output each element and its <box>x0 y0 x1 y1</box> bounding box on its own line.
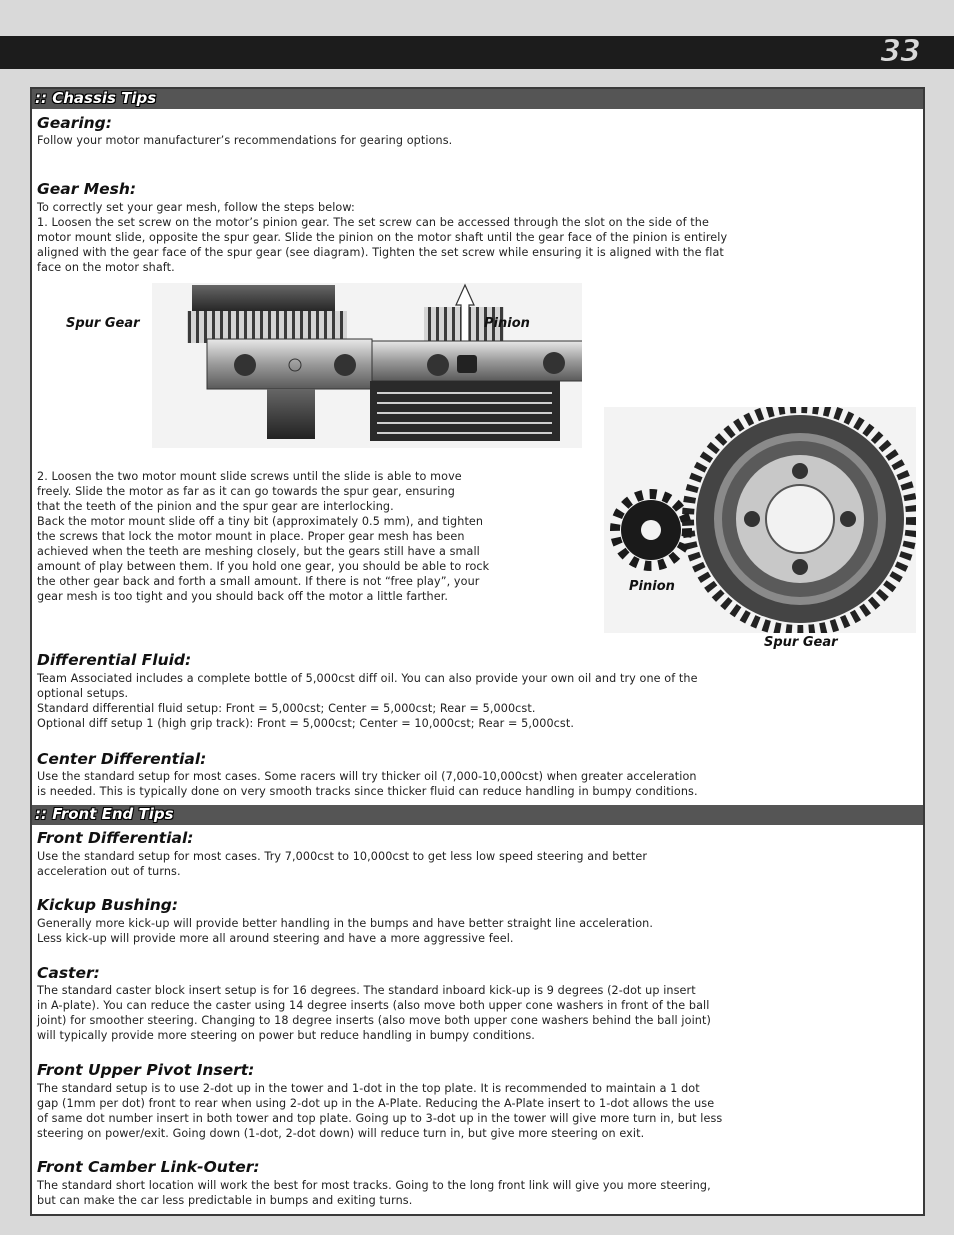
diff-fluid-text <box>37 671 917 731</box>
text-line: is needed. This is typically done on very smooth tracks since thicker fluid can reduce handling in bumpy conditions. <box>37 785 698 798</box>
text-line: face on the motor shaft. <box>37 261 175 274</box>
gear-mesh-heading: Gear Mesh: <box>37 180 137 198</box>
center-diff-heading: Center Differential: <box>37 750 207 768</box>
pivot-heading: Front Upper Pivot Insert: <box>37 1061 255 1079</box>
camber-heading: Front Camber Link-Outer: <box>37 1158 260 1176</box>
diagram2-spur-label: Spur Gear <box>764 635 838 650</box>
text-line: Use the standard setup for most cases. Some racers will try thicker oil (7,000-10,000cst) when greater acceleration <box>37 770 697 783</box>
content-frame <box>30 87 925 1216</box>
page-number: 33 <box>880 34 920 69</box>
gearing-text <box>37 133 917 148</box>
text-line: but can make the car less predictable in bumps and exiting turns. <box>37 1194 413 1207</box>
text-line: joint) for smoother steering. Changing to 18 degree inserts (also move both upper cone washers behind the ball joint) <box>37 1014 711 1027</box>
gearing-heading: Gearing: <box>37 114 112 132</box>
header-bar <box>0 36 954 69</box>
front-end-tips-band <box>32 805 923 825</box>
kickup-text <box>37 916 917 946</box>
diagram1-pinion-label: Pinion <box>484 316 530 331</box>
front-diff-text <box>37 849 917 879</box>
caster-heading: Caster: <box>37 964 100 982</box>
text-line: in A-plate). You can reduce the caster using 14 degree inserts (also move both upper cone washers in front of the ball <box>37 999 710 1012</box>
text-line: Generally more kick-up will provide better handling in the bumps and have better straight line acceleration. <box>37 917 653 930</box>
front-end-tips-title: :: Front End Tips <box>35 805 174 823</box>
text-line: aligned with the gear face of the spur gear (see diagram). Tighten the set screw while ensuring it is aligned with the flat <box>37 246 724 259</box>
text-line: Use the standard setup for most cases. Try 7,000cst to 10,000cst to get less low speed steering and better <box>37 850 648 863</box>
chassis-tips-band <box>32 89 923 109</box>
gear-mesh-text <box>37 200 917 275</box>
gear-mesh-side-diagram <box>152 283 582 448</box>
text-line: Follow your motor manufacturer’s recommendations for gearing options. <box>37 134 453 147</box>
text-line: 1. Loosen the set screw on the motor’s pinion gear. The set screw can be accessed through the slot on the side of the <box>37 216 709 229</box>
text-line: steering on power/exit. Going down (1-dot, 2-dot down) will reduce turn in, but give more steering on exit. <box>37 1127 645 1140</box>
gear-front-diagram <box>604 407 916 633</box>
text-line: the screws that lock the motor mount in place. Proper gear mesh has been <box>37 530 465 543</box>
text-line: optional setups. <box>37 687 129 700</box>
text-line: achieved when the teeth are meshing closely, but the gears still have a small <box>37 545 480 558</box>
text-line: The standard setup is to use 2-dot up in the tower and 1-dot in the top plate. It is recommended to maintain a 1 dot <box>37 1082 700 1095</box>
text-line: freely. Slide the motor as far as it can go towards the spur gear, ensuring <box>37 485 455 498</box>
text-line: of same dot number insert in both tower and top plate. Going up to 3-dot up in the tower will give more turn in, but less <box>37 1112 723 1125</box>
gear-mesh-step2-text <box>37 469 607 604</box>
pivot-text <box>37 1081 917 1141</box>
caster-text <box>37 983 917 1043</box>
diagram2-pinion-label: Pinion <box>629 579 675 594</box>
center-diff-text <box>37 769 917 799</box>
text-line: 2. Loosen the two motor mount slide screws until the slide is able to move <box>37 470 462 483</box>
text-line: acceleration out of turns. <box>37 865 181 878</box>
text-line: will typically provide more steering on power but reduce handling in bumpy conditions. <box>37 1029 535 1042</box>
text-line: gap (1mm per dot) front to rear when using 2-dot up in the A-Plate. Reducing the A-Plate insert to 1-dot allows the use <box>37 1097 715 1110</box>
text-line: that the teeth of the pinion and the spur gear are interlocking. <box>37 500 394 513</box>
text-line: amount of play between them. If you hold one gear, you should be able to rock <box>37 560 490 573</box>
text-line: Less kick-up will provide more all around steering and have a more aggressive feel. <box>37 932 514 945</box>
text-line: The standard caster block insert setup is for 16 degrees. The standard inboard kick-up is 9 degrees (2-dot up insert <box>37 984 696 997</box>
text-line: the other gear back and forth a small amount. If there is not “free play”, your <box>37 575 480 588</box>
text-line: To correctly set your gear mesh, follow the steps below: <box>37 201 355 214</box>
camber-text <box>37 1178 917 1208</box>
diagram1-spur-label: Spur Gear <box>66 316 140 331</box>
chassis-tips-title: :: Chassis Tips <box>35 89 157 107</box>
diff-fluid-heading: Differential Fluid: <box>37 651 192 669</box>
text-line: Standard differential fluid setup: Front = 5,000cst; Center = 5,000cst; Rear = 5,000cst. <box>37 702 536 715</box>
text-line: Optional diff setup 1 (high grip track): Front = 5,000cst; Center = 10,000cst; Rear = 5,000cst. <box>37 717 574 730</box>
text-line: The standard short location will work the best for most tracks. Going to the long front link will give you more steering, <box>37 1179 711 1192</box>
text-line: Team Associated includes a complete bottle of 5,000cst diff oil. You can also provide your own oil and try one of the <box>37 672 698 685</box>
text-line: gear mesh is too tight and you should back off the motor a little farther. <box>37 590 449 603</box>
text-line: motor mount slide, opposite the spur gear. Slide the pinion on the motor shaft until the gear face of the pinion is entirely <box>37 231 728 244</box>
text-line: Back the motor mount slide off a tiny bit (approximately 0.5 mm), and tighten <box>37 515 484 528</box>
kickup-heading: Kickup Bushing: <box>37 896 179 914</box>
front-diff-heading: Front Differential: <box>37 829 194 847</box>
